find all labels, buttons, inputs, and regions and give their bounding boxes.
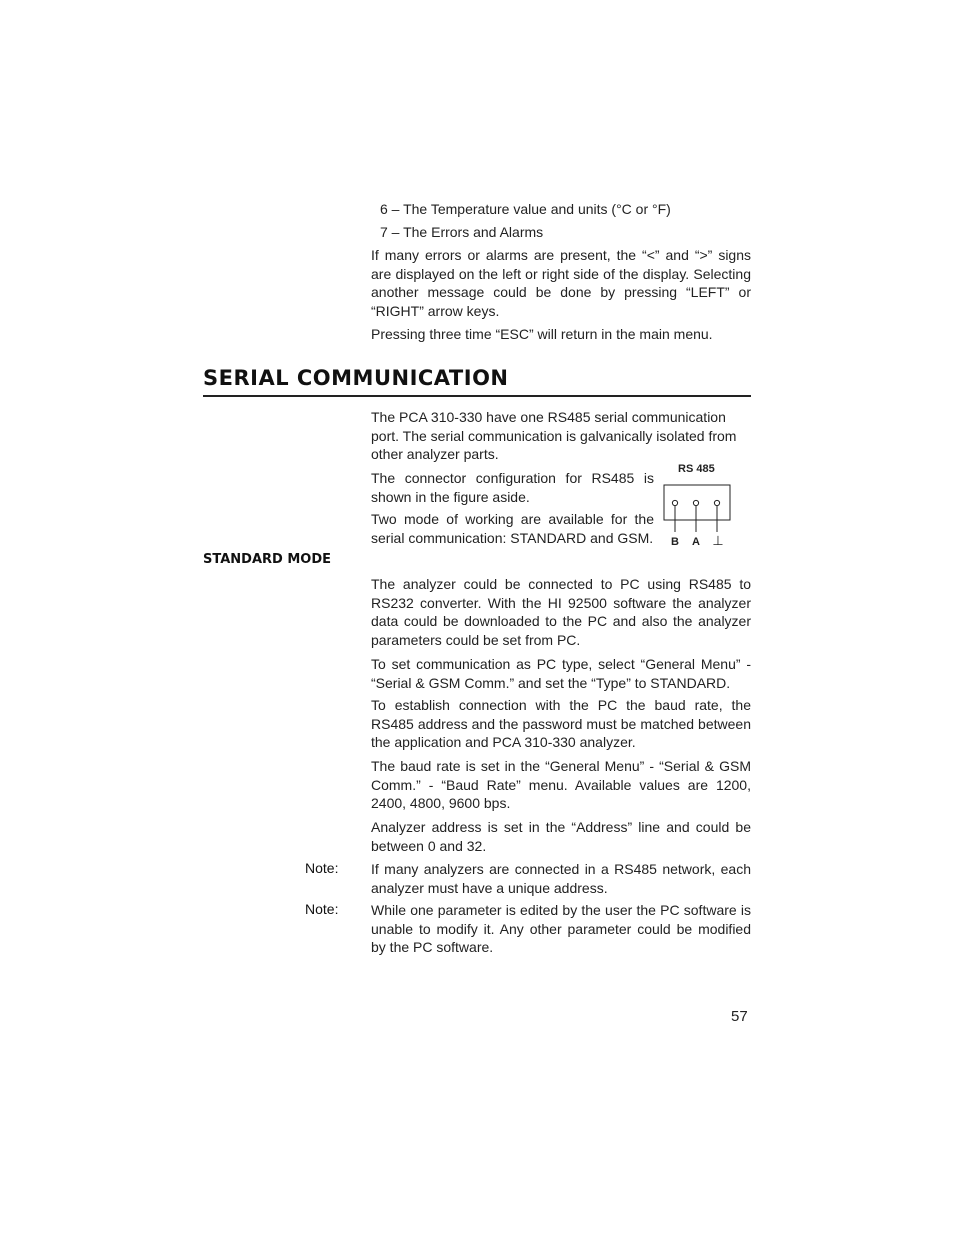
pin-ground-contact	[714, 500, 719, 505]
pin-a-contact	[693, 500, 698, 505]
paragraph-working-modes: Two mode of working are available for the serial communication: STANDARD and GSM.	[371, 511, 654, 546]
pin-ground-label: ⊥	[712, 534, 724, 549]
paragraph-baud-rate: The baud rate is set in the “General Menu” - “Serial & GSM Comm.” - “Baud Rate” menu. Available values are 1200, 2400, 4800, 9600 bps.	[371, 758, 751, 812]
note-text-parameter-edit: While one parameter is edited by the user the PC software is unable to modify it. Any other parameter could be modified by the PC software.	[371, 902, 751, 956]
note-label: Note:	[305, 860, 339, 876]
pin-b-contact	[672, 500, 677, 505]
pin-a-label: A	[692, 536, 700, 548]
paragraph-connection: To establish connection with the PC the baud rate, the RS485 address and the password must be matched between the application and PCA 310-330 analyzer.	[371, 697, 751, 751]
pin-b-label: B	[671, 536, 679, 548]
note-text-unique-address: If many analyzers are connected in a RS485 network, each analyzer must have a unique address.	[371, 861, 751, 896]
paragraph-converter: The analyzer could be connected to PC using RS485 to RS232 converter. With the HI 92500 software the analyzer data could be downloaded to the PC and also the analyzer parameters could be set from PC.	[371, 576, 751, 648]
paragraph-pc-type: To set communication as PC type, select “General Menu” - “Serial & GSM Comm.” and set the “Type” to STANDARD.	[371, 656, 751, 691]
section-title: SERIAL COMMUNICATION	[203, 366, 509, 390]
paragraph-serial-port: The PCA 310-330 have one RS485 serial communication port. The serial communication is galvanically isolated from other analyzer parts.	[371, 409, 737, 463]
paragraph-esc-return: Pressing three time “ESC” will return in the main menu.	[371, 326, 713, 342]
subsection-title: STANDARD MODE	[203, 552, 332, 567]
diagram-title: RS 485	[678, 463, 715, 475]
rs485-connector-diagram	[660, 460, 740, 552]
page-number: 57	[731, 1008, 748, 1025]
paragraph-errors-navigation: If many errors or alarms are present, the “<” and “>” signs are displayed on the left or right side of the display. Selecting another message could be done by pressing “LEFT” or “RIGHT” arrow keys.	[371, 247, 751, 319]
paragraph-connector-config: The connector configuration for RS485 is shown in the figure aside.	[371, 470, 654, 505]
list-item-errors: 7 – The Errors and Alarms	[380, 224, 544, 240]
paragraph-address: Analyzer address is set in the “Address” line and could be between 0 and 32.	[371, 819, 751, 854]
section-divider	[203, 395, 751, 397]
list-item-temperature: 6 – The Temperature value and units (°C or °F)	[380, 201, 671, 217]
note-label: Note:	[305, 901, 339, 917]
